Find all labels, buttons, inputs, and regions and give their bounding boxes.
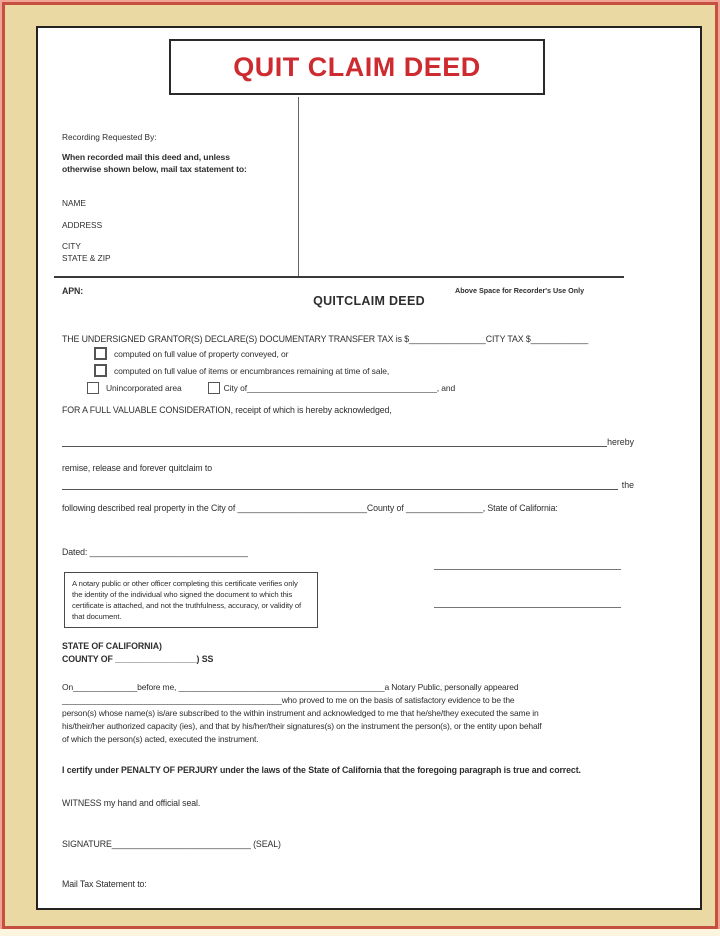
recorder-divider-rule — [54, 276, 624, 278]
state-of-california-line: STATE OF CALIFORNIA) — [62, 641, 162, 651]
checkbox-city-of-label: City of_________________________________________, and — [223, 383, 456, 393]
photo-edge-strip — [0, 929, 720, 936]
title-box — [169, 39, 545, 95]
consideration-line: FOR A FULL VALUABLE CONSIDERATION, receipt of which is hereby acknowledged, — [62, 405, 392, 415]
transfer-tax-line: THE UNDERSIGNED GRANTOR(S) DECLARE(S) DOCUMENTARY TRANSFER TAX is $________________CITY TAX $____________ — [62, 334, 589, 344]
signature-row — [62, 839, 281, 849]
ack-line-5: of which the person(s) acted, executed the instrument. — [62, 734, 259, 744]
grantee-name-row — [62, 479, 634, 490]
county-of-line — [62, 654, 213, 664]
notary-disclosure-box — [64, 572, 318, 628]
checkbox-row-area — [87, 382, 455, 394]
seal-label: (SEAL) — [253, 839, 281, 849]
checkbox-full-value-less-liens-label: computed on full value of items or encumbrances remaining at time of sale, — [114, 365, 390, 376]
mail-notice — [62, 152, 247, 175]
notary-acknowledgment — [62, 681, 640, 746]
grantor-name-row — [62, 436, 634, 447]
state-zip-field-label: STATE & ZIP — [62, 253, 111, 263]
checkbox-full-value-less-liens[interactable] — [94, 364, 107, 377]
deed-page — [36, 26, 702, 910]
dated-line: Dated: _________________________________ — [62, 547, 248, 557]
quitclaim-deed-heading: QUITCLAIM DEED — [313, 294, 425, 308]
ack-line-4: his/their/her authorized capacity (ies), and that by his/her/their signatures(s) on the instrument the person(s), or the entity upon behalf — [62, 721, 542, 731]
above-space-note: Above Space for Recorder's Use Only — [455, 286, 585, 295]
grantee-name-blank[interactable] — [62, 479, 618, 490]
ack-line-2: ________________________________________________who proved to me on the basis of satisfactory evidence to be the — [62, 695, 515, 705]
signature-label[interactable]: SIGNATURE_____________________________ — [62, 839, 254, 849]
hereby-word: hereby — [607, 437, 634, 447]
checkbox-unincorporated-area-label: Unincorporated area — [106, 383, 182, 393]
city-field-label: CITY — [62, 241, 81, 251]
grantor-signature-blank-2[interactable] — [434, 607, 621, 608]
address-field-label: ADDRESS — [62, 220, 103, 230]
property-location-line: following described real property in the City of ___________________________County of ________________, State of California: — [62, 503, 558, 513]
name-field-label: NAME — [62, 198, 86, 208]
mail-tax-statement-line: Mail Tax Statement to: — [62, 879, 147, 889]
ack-line-1: On______________before me, _____________________________________________a Notary Public, personally appeared — [62, 682, 519, 692]
mail-notice-line-1: When recorded mail this deed and, unless — [62, 152, 230, 162]
remise-line: remise, release and forever quitclaim to — [62, 463, 213, 473]
grantor-name-blank[interactable] — [62, 436, 607, 447]
apn-label: APN: — [62, 286, 84, 296]
checkbox-row-full-value-conveyed — [94, 347, 288, 360]
checkbox-full-value-conveyed[interactable] — [94, 347, 107, 360]
ss-label: SS — [201, 654, 214, 664]
page-title: QUIT CLAIM DEED — [233, 51, 481, 82]
recording-requested-label: Recording Requested By: — [62, 132, 157, 142]
checkbox-city-of[interactable] — [208, 382, 220, 394]
perjury-certification: I certify under PENALTY OF PERJURY under the laws of the State of California that the foregoing paragraph is true and correct. — [62, 765, 581, 775]
county-of-text: COUNTY OF _________________) — [62, 654, 202, 664]
checkbox-row-full-value-less-liens — [94, 364, 389, 377]
mail-notice-line-2: otherwise shown below, mail tax statement to: — [62, 163, 247, 174]
notary-disclosure-text: A notary public or other officer completing this certificate verifies only the identity of the individual who signed the document to which this certificate is attached, and not the truthfulness, accuracy, or validity of that document. — [72, 579, 302, 621]
checkbox-full-value-conveyed-label: computed on full value of property conveyed, or — [114, 348, 289, 359]
vertical-divider-line — [298, 97, 299, 277]
the-word: the — [621, 480, 634, 490]
witness-line: WITNESS my hand and official seal. — [62, 798, 201, 808]
checkbox-unincorporated-area[interactable] — [87, 382, 99, 394]
grantor-signature-blank-1[interactable] — [434, 569, 621, 570]
ack-line-3: person(s) whose name(s) is/are subscribed to the within instrument and acknowledged to me that he/she/they executed the same in — [62, 708, 539, 718]
